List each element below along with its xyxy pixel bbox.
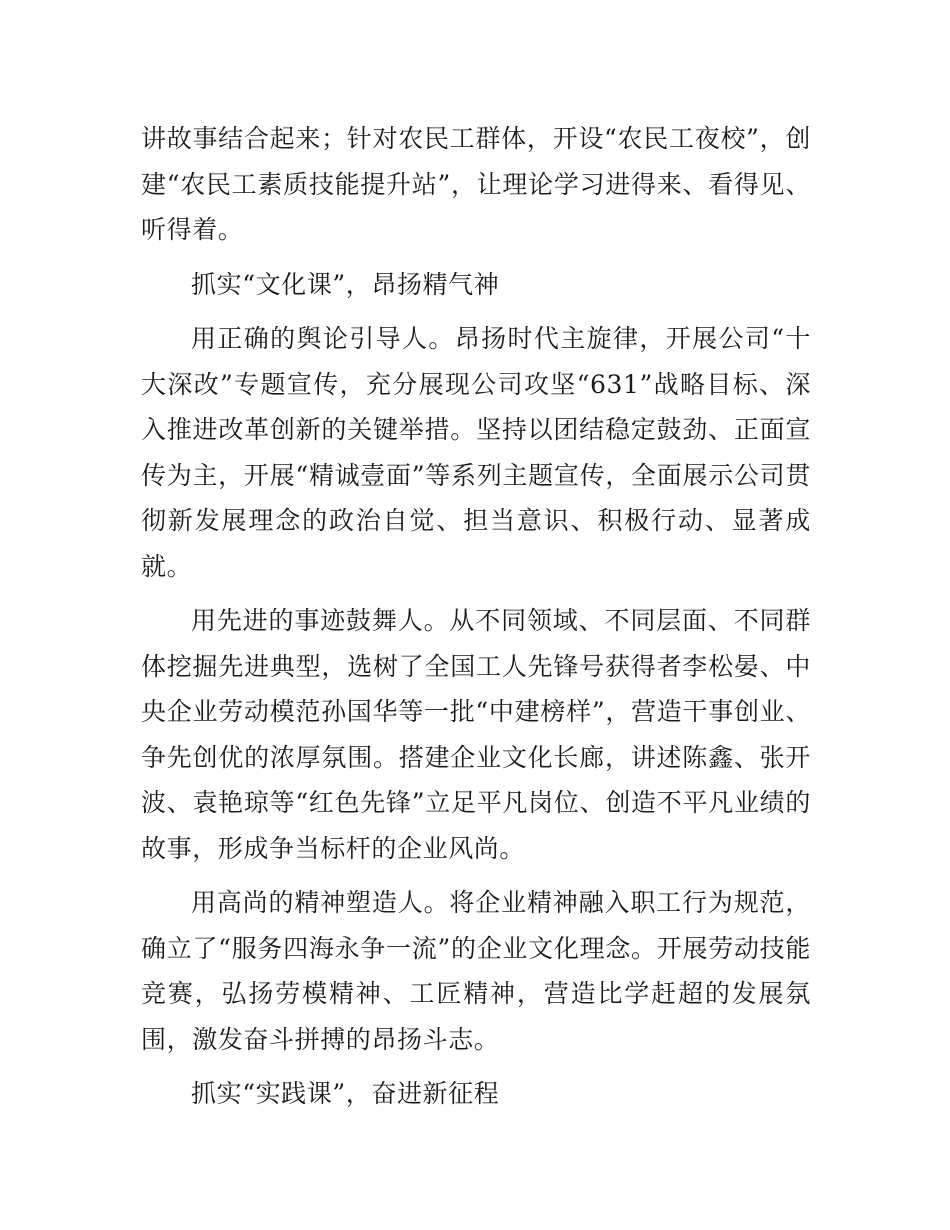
document-body bbox=[141, 116, 811, 1126]
section-heading-culture: 抓实“文化课”，昂扬精气神 bbox=[191, 269, 500, 299]
body-paragraph-noble-spirit: 用高尚的精神塑造人。将企业精神融入职工行为规范，确立了“服务四海永争一流”的企业文化理念。开展劳动技能竞赛，弘扬劳模精神、工匠精神，营造比学赶超的发展氛围，激发奋斗拼搏的昂扬斗志。 bbox=[141, 888, 811, 1054]
body-paragraph-public-opinion: 用正确的舆论引导人。昂扬时代主旋律，开展公司“十大深改”专题宣传，充分展现公司攻坚“631”战略目标、深入推进改革创新的关键举措。坚持以团结稳定鼓劲、正面宣传为主，开展“精诚壹面”等系列主题宣传，全面展示公司贯彻新发展理念的政治自觉、担当意识、积极行动、显著成就。 bbox=[141, 324, 811, 581]
body-paragraph-advanced-deeds: 用先进的事迹鼓舞人。从不同领域、不同层面、不同群体挖掘先进典型，选树了全国工人先锋号获得者李松晏、中央企业劳动模范孙国华等一批“中建榜样”，营造干事创业、争先创优的浓厚氛围。搭建企业文化长廊，讲述陈鑫、张开波、袁艳琼等“红色先锋”立足平凡岗位、创造不平凡业绩的故事，形成争当标杆的企业风尚。 bbox=[141, 606, 811, 863]
body-paragraph-continued: 讲故事结合起来；针对农民工群体，开设“农民工夜校”，创建“农民工素质技能提升站”，让理论学习进得来、看得见、听得着。 bbox=[141, 124, 811, 244]
section-heading-practice: 抓实“实践课”，奋进新征程 bbox=[191, 1079, 500, 1108]
